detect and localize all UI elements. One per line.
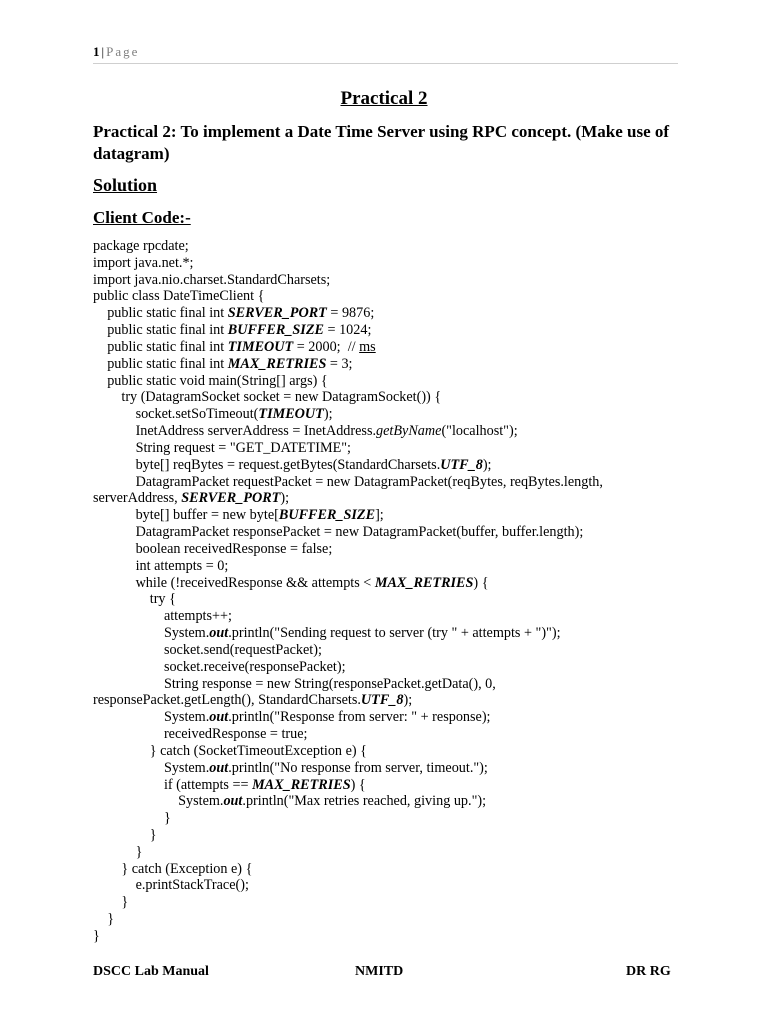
code-token: socket.setSoTimeout( (93, 406, 259, 423)
code-token: System. (93, 759, 210, 776)
code-token: .println("Max retries reached, giving up."); (242, 793, 487, 810)
code-token: java.net.*; (130, 254, 194, 271)
code-token: = 3; (326, 355, 353, 372)
code-token (93, 373, 107, 389)
code-line (93, 827, 683, 844)
code-token: DatagramPacket(buffer, buffer.length); (359, 524, 584, 541)
footer-center: NMITD (355, 964, 404, 979)
code-token (93, 389, 121, 405)
code-line (93, 272, 683, 289)
code-token: (SocketTimeoutException e) { (190, 742, 367, 759)
code-token: catch (160, 742, 191, 759)
code-line (93, 692, 683, 709)
code-block (93, 238, 683, 945)
code-token: new (326, 473, 351, 490)
code-token: [] reqBytes = request.getBytes(StandardCharsets. (160, 456, 441, 473)
code-line (93, 575, 683, 592)
code-token: ; (328, 540, 333, 557)
code-token: try (121, 389, 138, 406)
code-token: byte (135, 507, 160, 524)
code-token: attempts = 0; (150, 557, 229, 574)
code-token: .println("No response from server, timeout."); (228, 759, 488, 776)
code-line (93, 676, 683, 693)
code-token: ) { (473, 574, 489, 591)
code-token: import (93, 254, 131, 271)
code-line (93, 373, 683, 390)
code-token: .println("Response from server: " + response); (228, 709, 491, 726)
code-token: } (93, 911, 114, 928)
code-line (93, 659, 683, 676)
code-line (93, 490, 683, 507)
page-separator: | (101, 44, 105, 59)
code-line (93, 339, 683, 356)
code-token: DatagramPacket requestPacket = (93, 473, 327, 490)
code-token: receivedResponse = (180, 540, 302, 557)
footer-left: DSCC Lab Manual (93, 964, 209, 979)
code-token: int (135, 557, 151, 574)
code-token: String(responsePacket.getData(), 0, (290, 675, 496, 692)
code-token: ); (323, 406, 333, 423)
code-token: ]; (375, 507, 384, 524)
code-token: } (93, 860, 132, 877)
code-token: (!receivedResponse && attempts < (167, 574, 375, 591)
code-token: UTF_8 (360, 692, 404, 709)
code-token (93, 507, 136, 523)
code-token (93, 339, 107, 355)
code-line (93, 777, 683, 794)
code-token: MAX_RETRIES (227, 355, 327, 372)
code-token: BUFFER_SIZE (227, 322, 324, 339)
code-token: } (93, 843, 143, 860)
code-token (93, 591, 150, 607)
code-line (93, 288, 683, 305)
code-line (93, 507, 683, 524)
code-token: } (93, 742, 161, 759)
code-token: import (93, 271, 131, 288)
code-token: new (266, 675, 291, 692)
code-line (93, 389, 683, 406)
code-token: false (301, 540, 329, 557)
code-line (93, 457, 683, 474)
code-token: public static final int (107, 355, 225, 372)
code-token: ) { (350, 776, 366, 793)
code-token: out (209, 709, 229, 726)
code-token: = 1024; (323, 322, 372, 339)
code-token: catch (131, 860, 162, 877)
code-token: e.printStackTrace(); (93, 877, 249, 894)
code-line (93, 793, 683, 810)
code-token: attempts++; (93, 608, 232, 625)
code-token: DateTimeClient { (159, 288, 265, 305)
code-token: DatagramPacket(reqBytes, reqBytes.length, (350, 473, 603, 490)
solution-heading: Solution (93, 175, 158, 195)
code-token: } (93, 826, 157, 843)
code-token: while (135, 574, 168, 591)
code-line (93, 894, 683, 911)
practical-aim: Practical 2: To implement a Date Time Server using RPC concept. (Make use of datagram) (93, 122, 670, 163)
code-token: receivedResponse = (93, 726, 282, 743)
code-token: BUFFER_SIZE (278, 507, 376, 524)
page-label: Page (106, 44, 140, 59)
code-line (93, 356, 683, 373)
code-token (93, 356, 107, 372)
code-token: DatagramPacket responsePacket = (93, 524, 336, 541)
code-token: public static final int (107, 305, 225, 322)
code-token: socket.receive(responsePacket); (93, 658, 346, 675)
code-token: rpcdate; (139, 238, 189, 254)
code-token: socket.send(requestPacket); (93, 641, 322, 658)
code-line (93, 877, 683, 894)
code-line (93, 928, 683, 945)
code-line (93, 541, 683, 558)
code-token: (DatagramSocket socket = (137, 389, 295, 406)
code-token (93, 777, 164, 793)
code-token: } (93, 927, 100, 944)
code-token: responsePacket.getLength(), StandardCharsets. (93, 692, 361, 709)
code-token: out (209, 759, 229, 776)
code-line (93, 406, 683, 423)
code-token: } (93, 810, 171, 827)
code-token: public static void (107, 372, 205, 389)
code-token: SERVER_PORT (181, 490, 281, 507)
code-line (93, 558, 683, 575)
code-token: getByName (376, 423, 442, 440)
code-line (93, 474, 683, 491)
page-title: Practical 2 (340, 88, 428, 109)
client-code-heading: Client Code:- (93, 208, 191, 227)
code-token: (attempts == (172, 776, 253, 793)
page-number: 1 (93, 44, 100, 59)
code-token: new (335, 524, 360, 541)
code-token: SERVER_PORT (227, 305, 327, 322)
code-token: java.nio.charset.StandardCharsets; (130, 271, 331, 288)
code-line (93, 440, 683, 457)
code-token: out (209, 625, 229, 642)
code-line (93, 861, 683, 878)
code-token: System. (93, 793, 224, 810)
code-line (93, 810, 683, 827)
code-line (93, 911, 683, 928)
code-token (93, 541, 136, 557)
code-token: DatagramSocket()) { (318, 389, 442, 406)
code-token: try (149, 591, 166, 608)
code-token: boolean (135, 540, 181, 557)
code-line (93, 625, 683, 642)
code-token: public class (93, 288, 160, 305)
code-line (93, 423, 683, 440)
code-token: { (165, 591, 176, 608)
code-token: .println("Sending request to server (try " + attempts + ")"); (228, 625, 561, 642)
code-token: ; (303, 726, 308, 743)
code-token: } (93, 894, 129, 911)
code-token: = 9876; (326, 305, 375, 322)
code-line (93, 642, 683, 659)
code-line (93, 608, 683, 625)
code-token: = 2000; // (293, 338, 360, 355)
code-token: TIMEOUT (258, 406, 324, 423)
code-token (93, 322, 107, 338)
code-token: (Exception e) { (161, 860, 253, 877)
code-token: if (163, 776, 173, 793)
code-token: ("localhost"); (441, 423, 518, 440)
code-line (93, 322, 683, 339)
code-token (93, 558, 136, 574)
code-line (93, 255, 683, 272)
code-token: [] buffer = (160, 507, 223, 524)
page-header (93, 44, 678, 64)
code-line (93, 760, 683, 777)
code-token (93, 457, 136, 473)
code-token: public static final int (107, 338, 225, 355)
code-token: package (93, 238, 140, 254)
code-token: new byte (222, 507, 275, 524)
code-token: true (281, 726, 304, 743)
code-token: System. (93, 625, 210, 642)
code-line (93, 305, 683, 322)
code-token: String response = (93, 675, 267, 692)
code-line (93, 238, 683, 255)
code-token: serverAddress, (93, 490, 182, 507)
code-token: System. (93, 709, 210, 726)
code-token: ); (482, 456, 492, 473)
code-token: InetAddress serverAddress = InetAddress. (93, 423, 377, 440)
code-line (93, 524, 683, 541)
code-token: byte (135, 456, 160, 473)
code-token: new (294, 389, 319, 406)
code-token: MAX_RETRIES (374, 574, 474, 591)
code-line (93, 743, 683, 760)
code-token: String request = "GET_DATETIME"; (93, 439, 351, 456)
code-line (93, 591, 683, 608)
footer-right: DR RG (626, 964, 671, 979)
code-token: UTF_8 (440, 456, 483, 473)
code-token (93, 575, 136, 591)
code-token: [ (274, 507, 279, 524)
code-token: main(String[] args) { (204, 372, 328, 389)
code-line (93, 726, 683, 743)
code-token: out (223, 793, 243, 810)
code-token: ); (403, 692, 413, 709)
code-token: ); (280, 490, 290, 507)
code-token: public static final int (107, 322, 225, 339)
code-token: ms (359, 338, 376, 355)
code-token (93, 305, 107, 321)
code-token: TIMEOUT (227, 338, 294, 355)
code-line (93, 709, 683, 726)
code-token: MAX_RETRIES (252, 776, 351, 793)
code-line (93, 844, 683, 861)
